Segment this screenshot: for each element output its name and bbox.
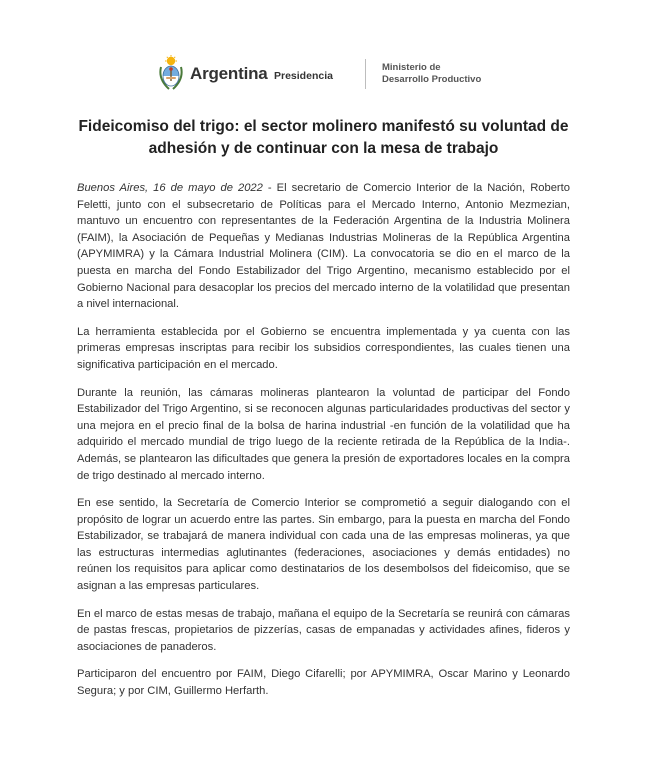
ministry-line-2: Desarrollo Productivo [382, 74, 482, 85]
paragraph-1 [77, 180, 570, 313]
brand-subtitle: Presidencia [274, 70, 333, 82]
paragraph-2: La herramienta establecida por el Gobierno se encuentra implementada y ya cuenta con las primeras empresas inscriptas para recibir los subsidios correspondientes, las cuales tienen una significativa participación en el mercado. [77, 325, 570, 371]
document-body [77, 180, 570, 711]
paragraph-5: En el marco de estas mesas de trabajo, mañana el equipo de la Secretaría se reunirá con cámaras de pastas frescas, propietarios de pizzerías, casas de empanadas y actividades afines, fideros y asociaciones de panaderos. [77, 607, 570, 653]
brand-name: Argentina [190, 64, 268, 83]
coat-of-arms-icon [158, 55, 184, 91]
letterhead [158, 53, 498, 95]
document-title: Fideicomiso del trigo: el sector molinero manifestó su voluntad de adhesión y de continuar con la mesa de trabajo [78, 118, 569, 157]
paragraph-3: Durante la reunión, las cámaras molineras plantearon la voluntad de participar del Fondo Estabilizador del Trigo Argentino, si se reconocen algunas particularidades productivas del sector y una mejora en el precio final de la bolsa de harina industrial -en función de la volatilidad que ha adquirido el mercado mundial de trigo luego de la reciente retirada de la República de la India-. Además, se plantearon las dificultades que genera la presión de exportadores locales en la compra de trigo destinado al mercado interno. [77, 386, 570, 482]
paragraph-4: En ese sentido, la Secretaría de Comercio Interior se comprometió a seguir dialogando con el propósito de lograr un acuerdo entre las partes. Sin embargo, para la puesta en marcha del Fondo Estabilizador, se trabajará de manera individual con cada una de las empresas molineras, ya que las estructuras intermedias aglutinantes (federaciones, asociaciones y demás entidades) no reúnen los requisitos para aplicar como destinatarios de los desembolsos del fideicomiso, que se asignan a las empresas particulares. [77, 497, 570, 593]
ministry-line-1: Ministerio de [382, 62, 441, 73]
paragraph-1-text: - El secretario de Comercio Interior de la Nación, Roberto Feletti, junto con el subsecretario de Políticas para el Mercado Interno, Antonio Mezmezian, mantuvo un encuentro con representantes de la Federación Argentina de la Industria Molinera (FAIM), la Asociación de Pequeñas y Medianas Industrias Molineras de la República Argentina (APYMIMRA) y la Cámara Industrial Molinera (CIM). La convocatoria se dio en el marco de la puesta en marcha del Fondo Estabilizador del Trigo Argentino, mecanismo establecido por el Gobierno Nacional para desacoplar los precios del mercado interno de la volatilidad que presentan a nivel internacional. [77, 182, 570, 311]
dateline: Buenos Aires, 16 de mayo de 2022 [77, 182, 263, 194]
paragraph-6: Participaron del encuentro por FAIM, Diego Cifarelli; por APYMIMRA, Oscar Marino y Leonardo Segura; y por CIM, Guillermo Herfarth. [77, 668, 570, 698]
ministry-name [382, 62, 481, 86]
header-divider [365, 59, 366, 89]
brand-wordmark [190, 64, 333, 84]
